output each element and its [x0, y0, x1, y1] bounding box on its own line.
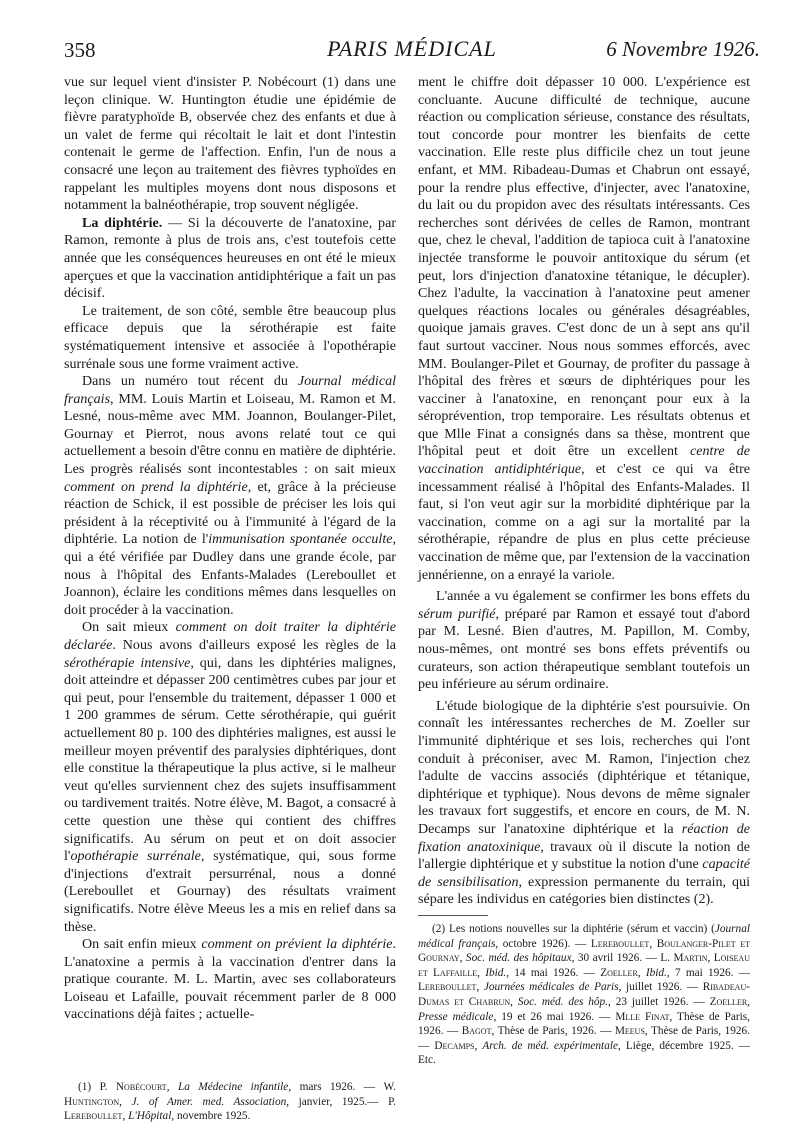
paragraph: L'année a vu également se confirmer les bons effets du sérum purifié, préparé par Ramon et essayé tout d'abord par M. Lesné. Bien d'autres, M. Papillon, M. Comby, nous-mêmes, ont montré ses bons effets préventifs ou curateurs, son action thérapeutique semblant toutefois un peu inférieure au sérum ordinaire.: [418, 588, 750, 693]
page-number: 358: [64, 38, 96, 62]
issue-date: 6 Novembre 1926.: [606, 37, 760, 61]
footnote-2: [418, 922, 750, 1068]
paragraph: L'étude biologique de la diphtérie s'est poursuivie. On connaît les intéressantes recherches de M. Zoeller sur l'immunité diphtérique et ses lois, recherches qui l'ont conduit à préconiser, avec M. Ramon, l'injection chez l'adulte de vaccins associés (diphtérique et tétanique, diphtérique et typhique). Nous devons de même signaler les travaux fort suggestifs, et encore en cours, de M. N. Decamps sur l'anatoxine diphtérique et la réaction de fixation anatoxinique, travaux où il discute la notion de l'allergie diphtérique et y substitue la notion d'une capacité de sensibilisation, expression permanente du terrain, qui sépare les individus en catégories bien distinctes (2).: [418, 697, 751, 908]
paragraph: Le traitement, de son côté, semble être beaucoup plus efficace depuis que la sérothérapie est faite systématiquement intensive et associée à l'opothérapie surrénale sous une forme vraiment active.: [64, 302, 396, 372]
left-column: [64, 74, 396, 1024]
section-heading: La diphtérie.: [82, 214, 163, 231]
paragraph: ment le chiffre doit dépasser 10 000. L'expérience est concluante. Aucune difficulté de technique, aucune réaction ou complication sérieuse, constance des résultats, tout concorde pour montrer les bienfaits de cette vaccination. Elle reste plus difficile chez un tout jeune enfant, et MM. Ribadeau-Dumas et Chabrun ont essayé, pour la rendre plus effective, d'injecter, avec l'anatoxine, du lait ou du propidon avec des résultats intéressants. Ces recherches sont dérivées de celles de Ramon, montrant que, chez le cheval, l'addition de tapioca cuit à l'anatoxine injectée transforme le pouvoir antitoxique du sérum (et peut, lors d'injection d'anatoxine tétanique, le décupler). Chez l'adulte, la vaccination à l'anatoxine peut amener quelques réactions locales ou générales désagréables, quoique jamais graves. C'est donc de un à sept ans qu'il faut surtout vacciner. Nous nous sommes efforcés, avec MM. Boulanger-Pilet et Gournay, de profiter du passage à l'hôpital des frères et sœurs de diphtériques pour les vacciner à l'anatoxine, en renonçant pour eux à la séroprévention, trop temporaire. Les résultats obtenus et que Mlle Finat a consignés dans sa thèse, montrent que l'hôpital peut et doit être un excellent centre de vaccination antidiphtérique, et c'est ce qui va être incessamment réalisé à l'hôpital des Enfants-Malades. Il faut, si l'on veut agir sur la morbidité diphtérique par la vaccination, comme on a agi sur la mortalité par la sérothérapie, répandre de plus en plus cette précieuse vaccination de même que, par l'extension de la vaccination jennérienne, on a enrayé la variole.: [418, 74, 751, 583]
journal-title: PARIS MÉDICAL: [327, 36, 497, 61]
paragraph: vue sur lequel vient d'insister P. Nobécourt (1) dans une leçon clinique. W. Huntington étudie une épidémie de fièvre paratyphoïde B, observée chez des enfants et due à un valet de ferme qui récoltait le lait et dont l'intestin contenait le germe de l'affection. Enfin, l'un de nous a consacré une leçon au traitement des fièvres typhoïdes en rappelant les multiples moyens dont nous disposons et notamment la balnéothérapie, trop souvent négligée.: [64, 74, 396, 214]
footnote-1: [64, 1080, 396, 1124]
right-column: [418, 74, 750, 909]
paragraph: On sait enfin mieux comment on prévient la diphtérie. L'anatoxine a permis à la vaccination d'entrer dans la pratique courante. M. L. Martin, avec ses collaborateurs Loiseau et Lafaille, pouvait récemment parler de 8 000 vaccinations déjà faites ; actuelle-: [64, 936, 396, 1023]
footnote-text: (2) Les notions nouvelles sur la diphtérie (sérum et vaccin) (Journal médical français, octobre 1926). — Lereboullet, Boulanger-Pilet et Gournay, Soc. méd. des hôpitaux, 30 avril 1926. — L. Martin, Loiseau et Laffaille, Ibid., 14 mai 1926. — Zoeller, Ibid., 7 mai 1926. — Lereboullet, Journées médicales de Paris, juillet 1926. — Ribadeau-Dumas et Chabrun, Soc. méd. des hôp., 23 juillet 1926. — Zoeller, Presse médicale, 19 et 26 mai 1926. — Mlle Finat, Thèse de Paris, 1926. — Bagot, Thèse de Paris, 1926. — Meeus, Thèse de Paris, 1926. — Decamps, Arch. de méd. expérimentale, Liège, décembre 1925. — Etc.: [418, 923, 751, 1067]
footnote-text: (1) P. Nobécourt, La Médecine infantile, mars 1926. — W. Huntington, J. of Amer. med. Association, janvier, 1925.— P. Lereboullet, L'Hôpital, novembre 1925.: [64, 1081, 396, 1123]
paragraph: La diphtérie. — Si la découverte de l'anatoxine, par Ramon, remonte à plus de trois ans, c'est toutefois cette année que les conséquences heureuses en ont été le mieux aperçues et que la vaccination antidiphtérique a fait un pas décisif.: [64, 214, 396, 302]
paragraph: Dans un numéro tout récent du Journal médical français, MM. Louis Martin et Loiseau, M. Ramon et M. Lesné, nous-même avec MM. Joannon, Boulanger-Pilet, Gournay et Pierrot, nous avons relaté tout ce qui actuellement a besoin d'être connu en matière de diphtérie. Les progrès réalisés sont incontestables : on sait mieux comment on prend la diphtérie, et, grâce à la précieuse réaction de Schick, il est possible de préciser les lois qui président à la réceptivité ou à l'immunité à l'égard de la diphtérie. La notion de l'immunisation spontanée occulte, qui a été vérifiée par Dudley dans une grande école, par nous à l'hôpital des Enfants-Malades (Lereboullet et Joannon), éclaire les conditions mêmes dans lesquelles on doit procéder à la vaccination.: [64, 373, 396, 618]
paragraph: On sait mieux comment on doit traiter la diphtérie déclarée. Nous avons d'ailleurs exposé les règles de la sérothérapie intensive, qui, dans les diphtéries malignes, doit atteindre et dépasser 200 centimètres cubes par jour et qui peut, pour l'ensemble du traitement, dépasser 1 000 et 1 200 grammes de sérum. Cette sérothérapie, qui guérit actuellement 80 p. 100 des diphtéries malignes, est aussi le meilleur moyen préventif des paralysies diphtériques, dont elle constitue la thérapeutique la plus active, si le malheur veut qu'elles surviennent chez des sujets insuffisamment ou tardivement traités. Notre élève, M. Bagot, a consacré à cette question une thèse qui contient des chiffres significatifs. Au sérum on peut et on doit associer l'opothérapie surrénale, systématique, qui, sous forme d'injections d'extrait persurrénal, nous a donné (Lereboullet et Gournay) des résultats vraiment significatifs. Notre élève Meeus les a mis en relief dans sa thèse.: [64, 619, 396, 935]
page-header: [64, 32, 760, 68]
footnote-divider: [418, 915, 488, 916]
